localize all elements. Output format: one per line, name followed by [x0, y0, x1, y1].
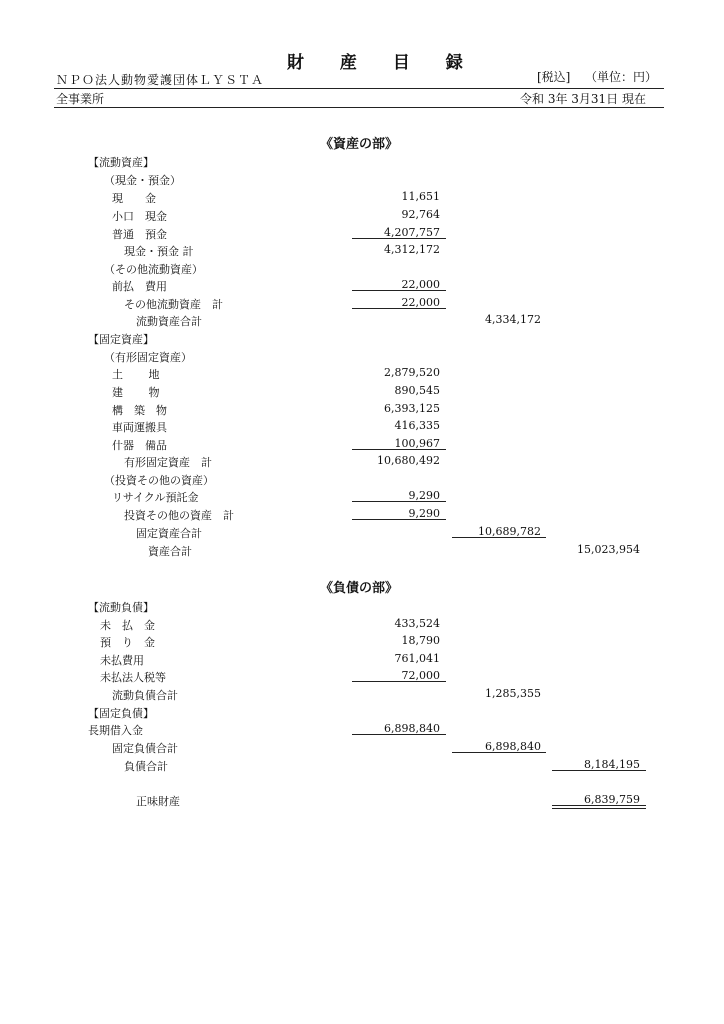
page-title: 財 産 目 録 [287, 53, 478, 73]
land-row [0, 366, 724, 383]
row-value: 8,184,195 [584, 758, 640, 771]
row-label: （投資その他の資産） [104, 474, 214, 487]
deposit-received-row [0, 634, 724, 651]
row-value: 11,651 [401, 190, 440, 203]
row-label: 【流動資産】 [88, 156, 154, 169]
row-label: （現金・預金） [104, 174, 181, 187]
row-value: 9,290 [408, 489, 440, 502]
ordinary-deposit-row [0, 226, 724, 243]
row-value: 890,545 [394, 384, 440, 397]
row-value: 9,290 [408, 507, 440, 520]
assets-heading: 《資産の部》 [320, 137, 399, 152]
row-label: 長期借入金 [88, 724, 143, 737]
tax-note: [税込] [537, 70, 571, 84]
subtotal-underline [352, 519, 446, 520]
assets-grand-total-row [0, 543, 724, 560]
vehicle-row [0, 419, 724, 436]
row-value: 416,335 [394, 419, 440, 432]
row-label: 車両運搬具 [112, 421, 167, 434]
row-label: 什器 備品 [112, 439, 167, 452]
fixed-assets-total-row [0, 525, 724, 542]
income-tax-payable-row [0, 669, 724, 686]
row-value: 761,041 [394, 652, 440, 665]
row-label: 預 り 金 [100, 636, 155, 649]
subtotal-underline [352, 734, 446, 735]
liabilities-heading: 《負債の部》 [320, 581, 399, 596]
row-value: 6,898,840 [485, 740, 541, 753]
row-value: 10,689,782 [478, 525, 541, 538]
other-current-group-header [0, 261, 724, 278]
current-liabilities-total-row [0, 687, 724, 704]
fixtures-row [0, 437, 724, 454]
unpaid-row [0, 617, 724, 634]
row-label: （その他流動資産） [104, 263, 203, 276]
row-value: 6,898,840 [384, 722, 440, 735]
row-label: 【固定負債】 [88, 707, 154, 720]
row-label: 土 地 [112, 368, 160, 381]
subtotal-underline [352, 449, 446, 450]
row-value: 92,764 [401, 208, 440, 221]
row-label: 資産合計 [148, 545, 192, 558]
subtotal-underline [352, 681, 446, 682]
row-label: （有形固定資産） [104, 351, 192, 364]
current-assets-total-row [0, 313, 724, 330]
petty-cash-row [0, 208, 724, 225]
row-value: 22,000 [401, 296, 440, 309]
header-rule-1 [54, 88, 664, 89]
row-label: 構 築 物 [112, 404, 167, 417]
row-label: 流動負債合計 [112, 689, 178, 702]
row-value: 4,207,757 [384, 226, 440, 239]
fixed-liabilities-header [0, 705, 724, 722]
row-value: 6,839,759 [584, 793, 640, 806]
row-label: 有形固定資産 計 [124, 456, 212, 469]
row-label: 前払 費用 [112, 280, 167, 293]
subtotal-underline [352, 308, 446, 309]
prepaid-row [0, 278, 724, 295]
row-label: その他流動資産 計 [124, 298, 223, 311]
row-value: 10,680,492 [377, 454, 440, 467]
subtotal-underline [352, 290, 446, 291]
structure-row [0, 402, 724, 419]
row-label: 投資その他の資産 計 [124, 509, 234, 522]
office-name: 全事業所 [56, 92, 105, 106]
row-value: 18,790 [401, 634, 440, 647]
investment-total-row [0, 507, 724, 524]
subtotal-underline [452, 537, 546, 538]
long-term-loan-row [0, 722, 724, 739]
subtotal-underline [452, 752, 546, 753]
unit-note: （単位：円） [585, 70, 658, 84]
row-value: 22,000 [401, 278, 440, 291]
cash-total-row [0, 243, 724, 260]
row-label: 【流動負債】 [88, 601, 154, 614]
row-value: 4,312,172 [384, 243, 440, 256]
row-value: 2,879,520 [384, 366, 440, 379]
row-label: 負債合計 [124, 760, 168, 773]
row-label: 現金・預金 計 [124, 245, 194, 258]
fixed-assets-header [0, 331, 724, 348]
row-label: 普通 預金 [112, 228, 167, 241]
row-value: 100,967 [394, 437, 440, 450]
date-note: 令和 3年 3月31日 現在 [520, 92, 646, 106]
organization-name: ＮＰＯ法人動物愛護団体ＬＹＳＴＡ [56, 73, 265, 87]
other-current-total-row [0, 296, 724, 313]
row-value: 6,393,125 [384, 402, 440, 415]
subtotal-underline [352, 501, 446, 502]
subtotal-underline [352, 238, 446, 239]
recycle-deposit-row [0, 489, 724, 506]
row-label: 小口 現金 [112, 210, 167, 223]
fixed-liabilities-total-row [0, 740, 724, 757]
row-label: 未 払 金 [100, 619, 155, 632]
building-row [0, 384, 724, 401]
row-value: 1,285,355 [485, 687, 541, 700]
row-value: 4,334,172 [485, 313, 541, 326]
row-label: 流動資産合計 [136, 315, 202, 328]
row-label: 未払法人税等 [100, 671, 166, 684]
row-label: 正味財産 [136, 795, 180, 808]
row-label: 未払費用 [100, 654, 144, 667]
final-double-underline [552, 805, 646, 809]
current-liabilities-header [0, 599, 724, 616]
row-label: 【固定資産】 [88, 333, 154, 346]
current-assets-header [0, 154, 724, 171]
subtotal-underline [552, 770, 646, 771]
cash-row [0, 190, 724, 207]
row-label: 現 金 [112, 192, 156, 205]
tangible-total-row [0, 454, 724, 471]
row-label: 建 物 [112, 386, 160, 399]
row-value: 433,524 [394, 617, 440, 630]
row-value: 15,023,954 [577, 543, 640, 556]
accrued-expenses-row [0, 652, 724, 669]
row-value: 72,000 [401, 669, 440, 682]
liabilities-grand-total-row [0, 758, 724, 775]
row-label: リサイクル預託金 [112, 491, 199, 504]
row-label: 固定資産合計 [136, 527, 202, 540]
cash-group-header [0, 172, 724, 189]
header-rule-2 [54, 107, 664, 108]
row-label: 固定負債合計 [112, 742, 178, 755]
investment-group-header [0, 472, 724, 489]
tangible-group-header [0, 349, 724, 366]
